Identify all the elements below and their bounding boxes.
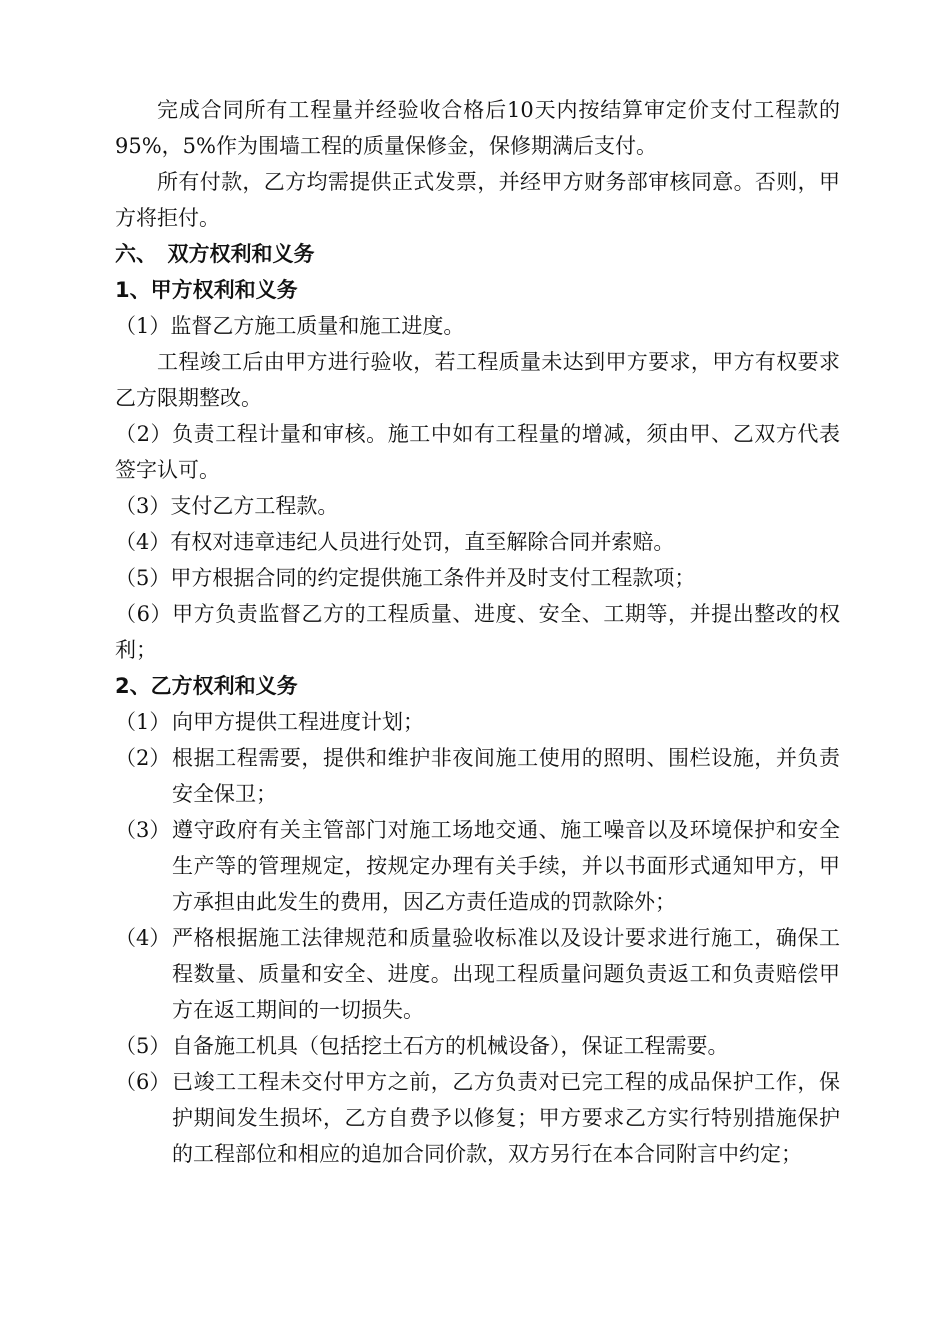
item-text: 甲方负责监督乙方的工程质量、进度、安全、工期等，并提出整改的权利； <box>115 602 840 662</box>
item-number: （6） <box>115 602 173 626</box>
party-b-item <box>115 1064 840 1172</box>
item-number: （5） <box>115 566 171 590</box>
item-number: （2） <box>115 746 171 770</box>
party-b-item <box>115 812 840 920</box>
party-b-item <box>115 920 840 1028</box>
party-a-item <box>115 416 840 488</box>
party-a-item <box>115 488 840 524</box>
item-number: （1） <box>115 314 171 338</box>
item-number: （4） <box>115 926 171 950</box>
item-text: 遵守政府有关主管部门对施工场地交通、施工噪音以及环境保护和安全生产等的管理规定，按规定办理有关手续，并以书面形式通知甲方，甲方承担由此发生的费用，因乙方责任造成的罚款除外； <box>172 818 840 914</box>
item-text: 已竣工工程未交付甲方之前，乙方负责对已完工程的成品保护工作，保护期间发生损坏，乙方自费予以修复；甲方要求乙方实行特别措施保护的工程部位和相应的追加合同价款，双方另行在本合同附言中约定； <box>172 1070 840 1166</box>
item-number: （5） <box>115 1034 171 1058</box>
payment-invoice-paragraph: 所有付款，乙方均需提供正式发票，并经甲方财务部审核同意。否则，甲方将拒付。 <box>115 170 840 230</box>
item-number: （3） <box>115 818 171 842</box>
item-text: 严格根据施工法律规范和质量验收标准以及设计要求进行施工，确保工程数量、质量和安全、进度。出现工程质量问题负责返工和负责赔偿甲方在返工期间的一切损失。 <box>172 926 840 1022</box>
item-text: 有权对违章违纪人员进行处罚，直至解除合同并索赔。 <box>170 530 675 554</box>
party-a-heading: 1、甲方权利和义务 <box>115 278 298 302</box>
party-a-item <box>115 308 840 344</box>
party-b-item <box>115 704 840 740</box>
section-heading: 六、 双方权利和义务 <box>115 242 315 266</box>
item-number: （3） <box>115 494 171 518</box>
item-number: （6） <box>115 1070 171 1094</box>
item-text: 负责工程计量和审核。施工中如有工程量的增减，须由甲、乙双方代表签字认可。 <box>115 422 840 482</box>
item-number: （4） <box>115 530 171 554</box>
item-text: 自备施工机具（包括挖土石方的机械设备），保证工程需要。 <box>172 1034 729 1058</box>
party-a-item <box>115 524 840 560</box>
item-number: （1） <box>115 710 171 734</box>
item-text: 向甲方提供工程进度计划； <box>172 710 424 734</box>
party-b-item <box>115 740 840 812</box>
party-b-item <box>115 1028 840 1064</box>
party-a-item <box>115 596 840 668</box>
item-text: 甲方根据合同的约定提供施工条件并及时支付工程款项； <box>170 566 696 590</box>
document-page <box>115 92 840 1172</box>
item-text: 支付乙方工程款。 <box>170 494 339 518</box>
item-text: 根据工程需要，提供和维护非夜间施工使用的照明、围栏设施，并负责安全保卫； <box>172 746 840 806</box>
party-a-acceptance-paragraph: 工程竣工后由甲方进行验收，若工程质量未达到甲方要求，甲方有权要求乙方限期整改。 <box>115 350 840 410</box>
item-number: （2） <box>115 422 173 446</box>
item-text: 监督乙方施工质量和施工进度。 <box>170 314 465 338</box>
party-b-heading: 2、乙方权利和义务 <box>115 674 298 698</box>
payment-final-paragraph: 完成合同所有工程量并经验收合格后10天内按结算审定价支付工程款的95%，5%作为围墙工程的质量保修金，保修期满后支付。 <box>115 98 840 158</box>
party-a-item <box>115 560 840 596</box>
